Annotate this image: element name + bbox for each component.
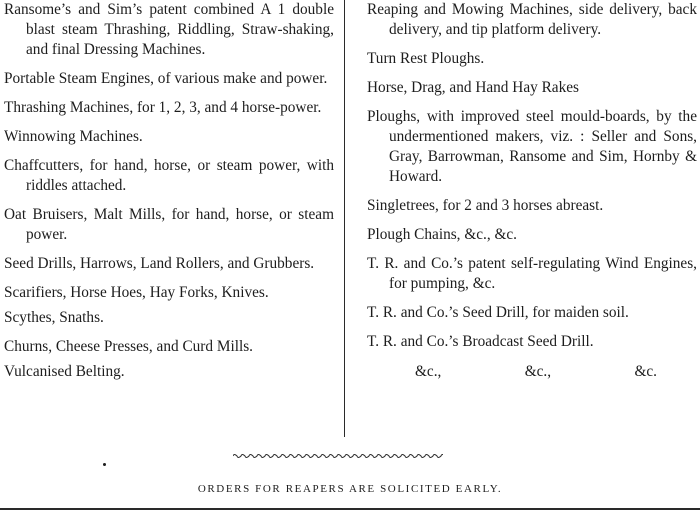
list-item: T. R. and Co.’s Broadcast Seed Drill. <box>367 333 594 350</box>
list-item: Chaffcutters, for hand, horse, or steam power, with riddles attached. <box>4 157 334 194</box>
list-item: Seed Drills, Harrows, Land Rollers, and Grubbers. <box>4 255 315 272</box>
left-column <box>4 0 334 391</box>
list-item: Plough Chains, &c., &c. <box>367 226 517 243</box>
etc-text: &c., <box>524 363 552 380</box>
list-item: Scarifiers, Horse Hoes, Hay Forks, Knives. <box>4 284 269 301</box>
etc-row <box>367 362 697 382</box>
list-item: T. R. and Co.’s Seed Drill, for maiden soil. <box>367 304 629 321</box>
list-item: Singletrees, for 2 and 3 horses abreast. <box>367 197 604 214</box>
list-item: Reaping and Mowing Machines, side delivery, back delivery, and tip platform delivery. <box>367 1 697 38</box>
list-item: Turn Rest Ploughs. <box>367 50 485 67</box>
ink-dot <box>103 463 106 466</box>
list-item: Oat Bruisers, Malt Mills, for hand, horse, or steam power. <box>4 206 334 243</box>
list-item: Ploughs, with improved steel mould-boards, by the undermentioned makers, viz. : Seller and Sons, Gray, Barrowman, Ransome and Sim, Hornby & Howard. <box>367 108 697 185</box>
etc-text: &c., <box>415 363 442 380</box>
list-item: Ransome’s and Sim’s patent combined A 1 double blast steam Thrashing, Riddling, Straw-shaking, and final Dressing Machines. <box>4 1 334 58</box>
footer-notice: ORDERS FOR REAPERS ARE SOLICITED EARLY. <box>197 483 503 495</box>
list-item: Winnowing Machines. <box>4 128 143 145</box>
list-item: Scythes, Snaths. <box>4 309 104 326</box>
list-item: Portable Steam Engines, of various make and power. <box>4 70 328 87</box>
list-item: Churns, Cheese Presses, and Curd Mills. <box>4 338 253 355</box>
wavy-divider <box>233 451 443 461</box>
etc-text: &c. <box>634 363 657 380</box>
right-column <box>367 0 697 382</box>
list-item: Vulcanised Belting. <box>4 363 125 380</box>
column-divider <box>344 0 345 437</box>
list-item: T. R. and Co.’s patent self-regulating Wind Engines, for pumping, &c. <box>367 255 697 292</box>
bottom-rule <box>0 508 700 510</box>
list-item: Horse, Drag, and Hand Hay Rakes <box>367 79 579 96</box>
list-item: Thrashing Machines, for 1, 2, 3, and 4 horse-power. <box>4 99 322 116</box>
